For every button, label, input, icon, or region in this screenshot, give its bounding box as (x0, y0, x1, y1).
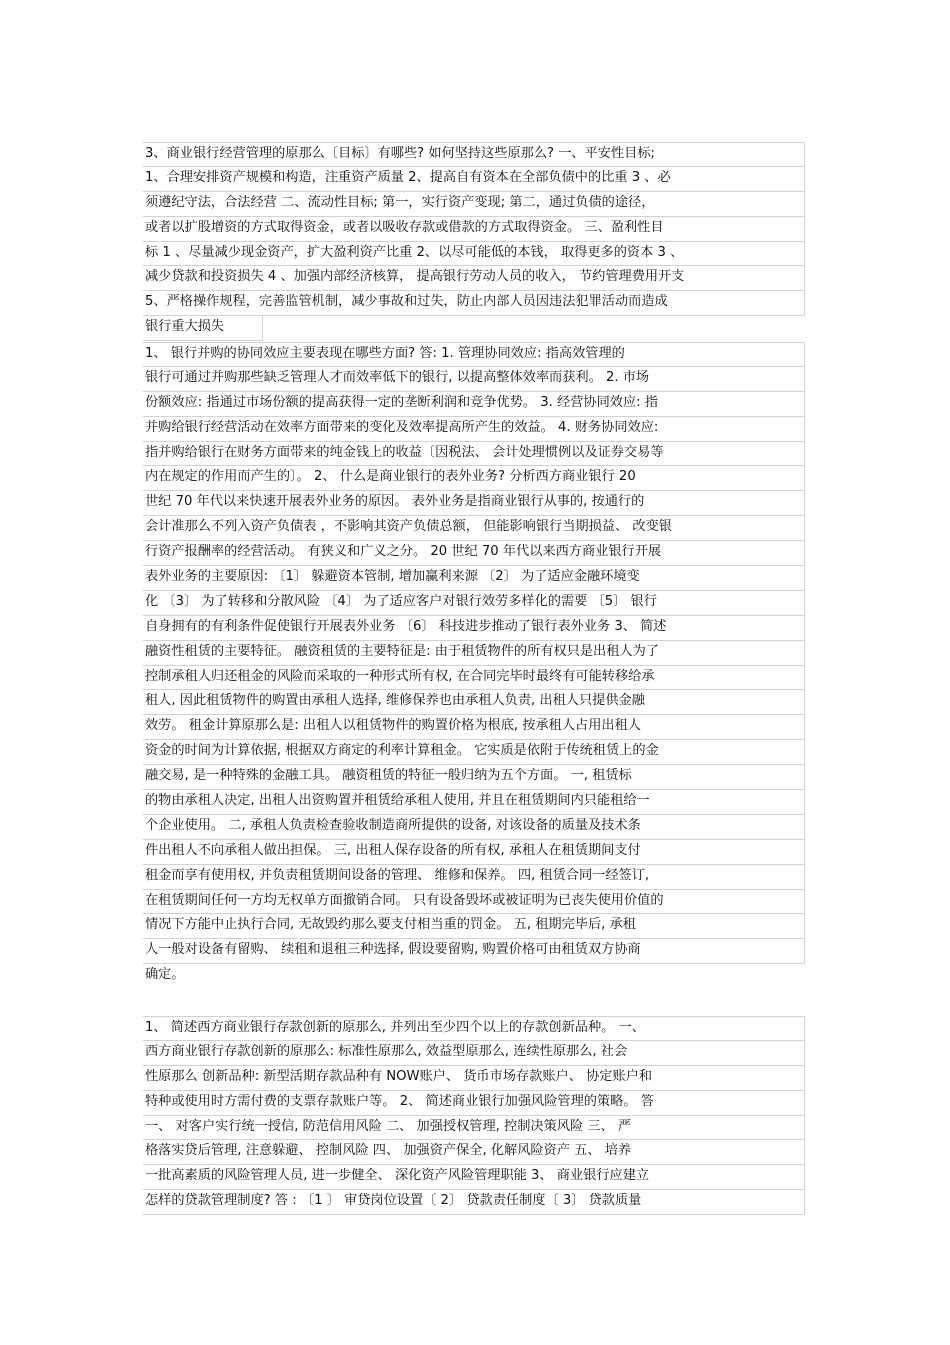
text-line: 情况下方能中止执行合同, 无故毁约那么要支付相当重的罚金。 五, 租期完毕后, 承租 (143, 914, 805, 939)
text-line: 租人, 因此租赁物件的购置由承租人选择, 维修保养也由承租人负责, 出租人只提供金融 (143, 690, 805, 715)
text-line: 5、严格操作规程，完善监管机制，减少事故和过失，防止内部人员因违法犯罪活动而造成 (143, 291, 805, 316)
text-line: 化 〔3〕 为了转移和分散风险 〔4〕 为了适应客户对银行效劳多样化的需要 〔5〕 银行 (143, 591, 805, 616)
text-line: 性原那么 创新品种: 新型活期存款品种有 NOW账户、 货币市场存款账户、 协定账户和 (143, 1066, 805, 1091)
text-line: 行资产报酬率的经营活动。 有狭义和广义之分。 20 世纪 70 年代以来西方商业银行开展 (143, 541, 805, 566)
text-line: 银行重大损失 (143, 316, 263, 341)
text-line: 世纪 70 年代以来快速开展表外业务的原因。 表外业务是指商业银行从事的, 按通行的 (143, 491, 805, 516)
text-line: 怎样的贷款管理制度? 答 : 〔1 〕 审贷岗位设置〔 2〕 贷款责任制度〔 3〕 贷款质量 (143, 1190, 805, 1215)
text-line: 的物由承租人决定, 出租人出资购置并租赁给承租人使用, 并且在租赁期间内只能租给一 (143, 790, 805, 815)
text-line: 租金而享有使用权, 并负责租赁期间设备的管理、 维修和保养。 四, 租赁合同一经签订, (143, 865, 805, 890)
text-line: 1、合理安排资产规模和构造，注重资产质量 2、提高自有资本在全部负债中的比重 3 、必 (143, 167, 805, 192)
text-line: 须遵纪守法，合法经营 二、流动性目标; 第一，实行资产变现; 第二，通过负债的途径， (143, 192, 805, 217)
text-line: 一批高素质的风险管理人员, 进一步健全、 深化资产风险管理职能 3、 商业银行应建立 (143, 1165, 805, 1190)
text-line: 减少贷款和投资损失 4 、加强内部经济核算， 提高银行劳动人员的收入， 节约管理费用开支 (143, 266, 805, 291)
text-line: 个企业使用。 二, 承租人负责检查验收制造商所提供的设备, 对该设备的质量及技术条 (143, 815, 805, 840)
text-line: 融交易, 是一种特殊的金融工具。 融资租赁的特征一般归纳为五个方面。 一, 租赁标 (143, 765, 805, 790)
text-line: 份额效应: 指通过市场份额的提高获得一定的垄断利润和竞争优势。 3. 经营协同效应: 指 (143, 392, 805, 417)
text-line: 会计准那么不列入资产负债表 ，不影响其资产负债总额， 但能影响银行当期损益、 改变银 (143, 516, 805, 541)
text-line: 1、 简述西方商业银行存款创新的原那么, 并列出至少四个以上的存款创新品种。 一、 (143, 1016, 805, 1041)
text-line: 3、商业银行经营管理的原那么〔目标〕有哪些? 如何坚持这些原那么? 一、平安性目标; (143, 142, 805, 167)
text-block-deposit-risk-loans (143, 1016, 805, 1215)
text-line: 融资性租赁的主要特征。 融资租赁的主要特征是: 由于租赁物件的所有权只是出租人为了 (143, 641, 805, 666)
text-line: 自身拥有的有利条件促使银行开展表外业务 〔6〕 科技进步推动了银行表外业务 3、 简述 (143, 616, 805, 641)
text-line: 确定。 (145, 967, 185, 983)
text-block-objectives (143, 142, 805, 345)
text-line: 件出租人不向承租人做出担保。 三, 出租人保存设备的所有权, 承租人在租赁期间支付 (143, 840, 805, 865)
text-line: 控制承租人归还租金的风险而采取的一种形式所有权, 在合同完毕时最终有可能转移给承 (143, 666, 805, 691)
text-line: 资金的时间为计算依据, 根据双方商定的利率计算租金。 它实质是依附于传统租赁上的金 (143, 740, 805, 765)
text-line: 一、 对客户实行统一授信, 防范信用风险 二、 加强授权管理, 控制决策风险 三、 严 (143, 1116, 805, 1141)
text-line: 特种或使用时方需付费的支票存款账户等。 2、 简述商业银行加强风险管理的策略。 答 (143, 1091, 805, 1116)
text-line: 银行可通过并购那些缺乏管理人才而效率低下的银行, 以提高整体效率而获利。 2. 市场 (143, 367, 805, 392)
text-line: 并购给银行经营活动在效率方面带来的变化及效率提高所产生的效益。 4. 财务协同效应: (143, 417, 805, 442)
text-line: 指并购给银行在财务方面带来的纯金钱上的收益〔因税法、 会计处理惯例以及证券交易等 (143, 442, 805, 467)
text-line: 内在规定的作用而产生的〕。 2、 什么是商业银行的表外业务? 分析西方商业银行 20 (143, 466, 805, 491)
text-line: 效劳。 租金计算原那么是: 出租人以租赁物件的购置价格为根底, 按承租人占用出租人 (143, 715, 805, 740)
text-line: 西方商业银行存款创新的原那么: 标准性原那么, 效益型原那么, 连续性原那么, 社会 (143, 1041, 805, 1066)
text-line: 1、 银行并购的协同效应主要表现在哪些方面? 答: 1. 管理协同效应: 指高效管理的 (143, 342, 805, 367)
text-line: 表外业务的主要原因: 〔1〕 躲避资本管制, 增加赢利来源 〔2〕 为了适应金融环境变 (143, 566, 805, 591)
text-line: 在租赁期间任何一方均无权单方面撤销合同。 只有设备毁坏或被证明为已丧失使用价值的 (143, 890, 805, 915)
text-line: 标 1 、尽量减少现金资产，扩大盈利资产比重 2、以尽可能低的本钱， 取得更多的资本 3 、 (143, 242, 805, 267)
text-line: 格落实贷后管理, 注意躲避、 控制风险 四、 加强资产保全, 化解风险资产 五、 培养 (143, 1140, 805, 1165)
text-line: 或者以扩股增资的方式取得资金，或者以吸收存款或借款的方式取得资金。 三、盈利性目 (143, 217, 805, 242)
text-line: 人一般对设备有留购、 续租和退租三种选择, 假设要留购, 购置价格可由租赁双方协商 (143, 939, 805, 964)
text-block-synergy-offbalance-leasing (143, 342, 805, 989)
